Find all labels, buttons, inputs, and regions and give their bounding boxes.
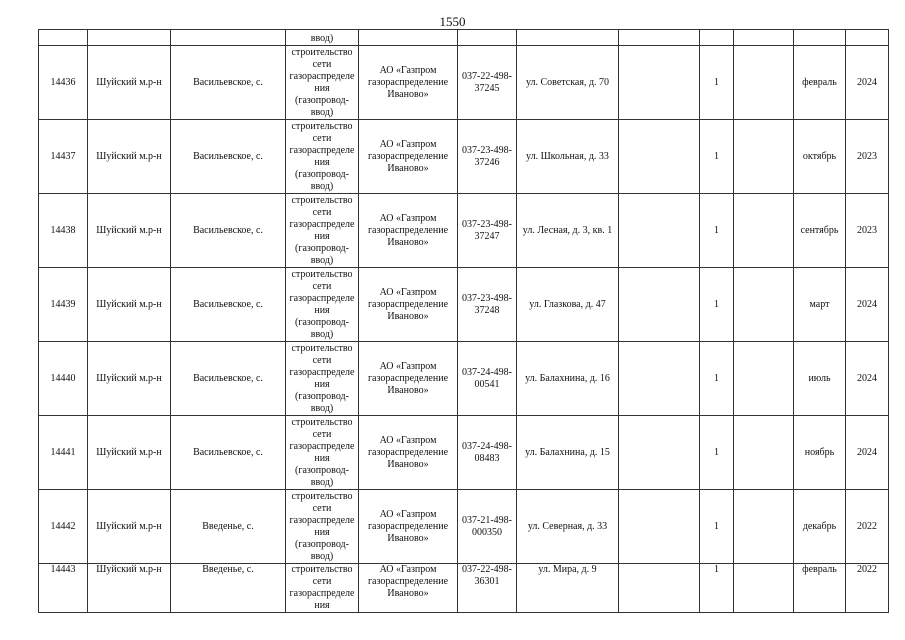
cell-organization: АО «Газпром газораспределение Иваново» xyxy=(359,120,458,194)
cell-work: строительство сети газораспределения (газопровод-ввод) xyxy=(286,342,359,416)
cell-organization: АО «Газпром газораспределение Иваново» xyxy=(359,416,458,490)
cell-code: 037-23-498-37247 xyxy=(458,194,517,268)
cell-code: 037-24-498-00541 xyxy=(458,342,517,416)
cell xyxy=(846,30,889,46)
cell-district: Шуйский м.р-н xyxy=(88,194,171,268)
cell-year: 2024 xyxy=(846,416,889,490)
cell-empty xyxy=(734,416,794,490)
cell-code: 037-23-498-37246 xyxy=(458,120,517,194)
cell-empty xyxy=(619,564,700,613)
cell-settlement: Введенье, с. xyxy=(171,564,286,613)
cell-year: 2024 xyxy=(846,268,889,342)
cell-empty xyxy=(619,342,700,416)
cell-quantity: 1 xyxy=(700,120,734,194)
cell-code: 037-21-498-000350 xyxy=(458,490,517,564)
cell-address: ул. Балахнина, д. 16 xyxy=(517,342,619,416)
cell-address: ул. Советская, д. 70 xyxy=(517,46,619,120)
table-body xyxy=(39,30,889,613)
table-row xyxy=(39,120,889,194)
cell-empty xyxy=(734,268,794,342)
cell-empty xyxy=(734,120,794,194)
cell-year: 2023 xyxy=(846,194,889,268)
cell-organization: АО «Газпром газораспределение Иваново» xyxy=(359,342,458,416)
cell-work: строительство сети газораспределения (газопровод-ввод) xyxy=(286,120,359,194)
cell-empty xyxy=(734,564,794,613)
cell-district: Шуйский м.р-н xyxy=(88,490,171,564)
registry-table xyxy=(38,29,889,613)
cell-district: Шуйский м.р-н xyxy=(88,120,171,194)
cell-year: 2022 xyxy=(846,490,889,564)
cell xyxy=(619,30,700,46)
cell-organization: АО «Газпром газораспределение Иваново» xyxy=(359,490,458,564)
cell-number: 14442 xyxy=(39,490,88,564)
cell xyxy=(171,30,286,46)
cell-organization: АО «Газпром газораспределение Иваново» xyxy=(359,564,458,613)
cell-district: Шуйский м.р-н xyxy=(88,268,171,342)
cell-address: ул. Школьная, д. 33 xyxy=(517,120,619,194)
cell xyxy=(734,30,794,46)
cell-empty xyxy=(734,194,794,268)
table-row xyxy=(39,564,889,613)
cell-district: Шуйский м.р-н xyxy=(88,416,171,490)
cell xyxy=(517,30,619,46)
cell-month: март xyxy=(794,268,846,342)
cell xyxy=(458,30,517,46)
cell-address: ул. Глазкова, д. 47 xyxy=(517,268,619,342)
cell-address: ул. Балахнина, д. 15 xyxy=(517,416,619,490)
cell-settlement: Васильевское, с. xyxy=(171,120,286,194)
cell-work: строительство сети газораспределения (газопровод-ввод) xyxy=(286,490,359,564)
cell-number: 14441 xyxy=(39,416,88,490)
cell-work: строительство сети газораспределения (газопровод-ввод) xyxy=(286,194,359,268)
cell-work: строительство сети газораспределения (газопровод-ввод) xyxy=(286,46,359,120)
cell-empty xyxy=(619,416,700,490)
cell-quantity: 1 xyxy=(700,416,734,490)
cell-number: 14440 xyxy=(39,342,88,416)
cell-work: строительство сети газораспределения xyxy=(286,564,359,613)
cell-year: 2023 xyxy=(846,120,889,194)
cell-settlement: Васильевское, с. xyxy=(171,342,286,416)
cell-number: 14438 xyxy=(39,194,88,268)
cell-district: Шуйский м.р-н xyxy=(88,46,171,120)
cell-empty xyxy=(619,46,700,120)
cell-work: строительство сети газораспределения (газопровод-ввод) xyxy=(286,268,359,342)
cell-empty xyxy=(619,490,700,564)
page-number: 1550 xyxy=(439,14,466,29)
cell-month: сентябрь xyxy=(794,194,846,268)
table-row xyxy=(39,194,889,268)
table-row xyxy=(39,490,889,564)
cell-number: 14439 xyxy=(39,268,88,342)
cell-month: октябрь xyxy=(794,120,846,194)
cell-number: 14436 xyxy=(39,46,88,120)
cell-code: 037-23-498-37248 xyxy=(458,268,517,342)
cell-month: ноябрь xyxy=(794,416,846,490)
table-row xyxy=(39,416,889,490)
table-row xyxy=(39,268,889,342)
cell-empty xyxy=(619,120,700,194)
cell-month: июль xyxy=(794,342,846,416)
cell-year: 2024 xyxy=(846,46,889,120)
cell xyxy=(700,30,734,46)
cell-quantity: 1 xyxy=(700,564,734,613)
cell-year: 2024 xyxy=(846,342,889,416)
cell-work-fragment: ввод) xyxy=(286,30,359,46)
cell-work: строительство сети газораспределения (газопровод-ввод) xyxy=(286,416,359,490)
table-row xyxy=(39,342,889,416)
cell-quantity: 1 xyxy=(700,268,734,342)
cell-code: 037-22-498-37245 xyxy=(458,46,517,120)
cell-month: декабрь xyxy=(794,490,846,564)
continued-row xyxy=(39,30,889,46)
cell-quantity: 1 xyxy=(700,194,734,268)
cell-quantity: 1 xyxy=(700,490,734,564)
cell-organization: АО «Газпром газораспределение Иваново» xyxy=(359,46,458,120)
cell-district: Шуйский м.р-н xyxy=(88,342,171,416)
cell xyxy=(794,30,846,46)
cell-empty xyxy=(734,46,794,120)
cell-district: Шуйский м.р-н xyxy=(88,564,171,613)
cell-address: ул. Лесная, д. 3, кв. 1 xyxy=(517,194,619,268)
cell-month: февраль xyxy=(794,46,846,120)
table-row xyxy=(39,46,889,120)
cell xyxy=(39,30,88,46)
cell-settlement: Введенье, с. xyxy=(171,490,286,564)
cell-settlement: Васильевское, с. xyxy=(171,194,286,268)
cell-number: 14443 xyxy=(39,564,88,613)
cell-month: февраль xyxy=(794,564,846,613)
cell-empty xyxy=(734,342,794,416)
cell-year: 2022 xyxy=(846,564,889,613)
cell-empty xyxy=(619,194,700,268)
cell-settlement: Васильевское, с. xyxy=(171,268,286,342)
cell-quantity: 1 xyxy=(700,342,734,416)
cell-code: 037-22-498-36301 xyxy=(458,564,517,613)
cell-code: 037-24-498-08483 xyxy=(458,416,517,490)
cell-settlement: Васильевское, с. xyxy=(171,46,286,120)
cell-organization: АО «Газпром газораспределение Иваново» xyxy=(359,268,458,342)
cell-empty xyxy=(734,490,794,564)
cell-address: ул. Северная, д. 33 xyxy=(517,490,619,564)
cell-settlement: Васильевское, с. xyxy=(171,416,286,490)
cell-address: ул. Мира, д. 9 xyxy=(517,564,619,613)
cell-quantity: 1 xyxy=(700,46,734,120)
cell xyxy=(88,30,171,46)
cell-empty xyxy=(619,268,700,342)
cell-number: 14437 xyxy=(39,120,88,194)
cell xyxy=(359,30,458,46)
cell-organization: АО «Газпром газораспределение Иваново» xyxy=(359,194,458,268)
